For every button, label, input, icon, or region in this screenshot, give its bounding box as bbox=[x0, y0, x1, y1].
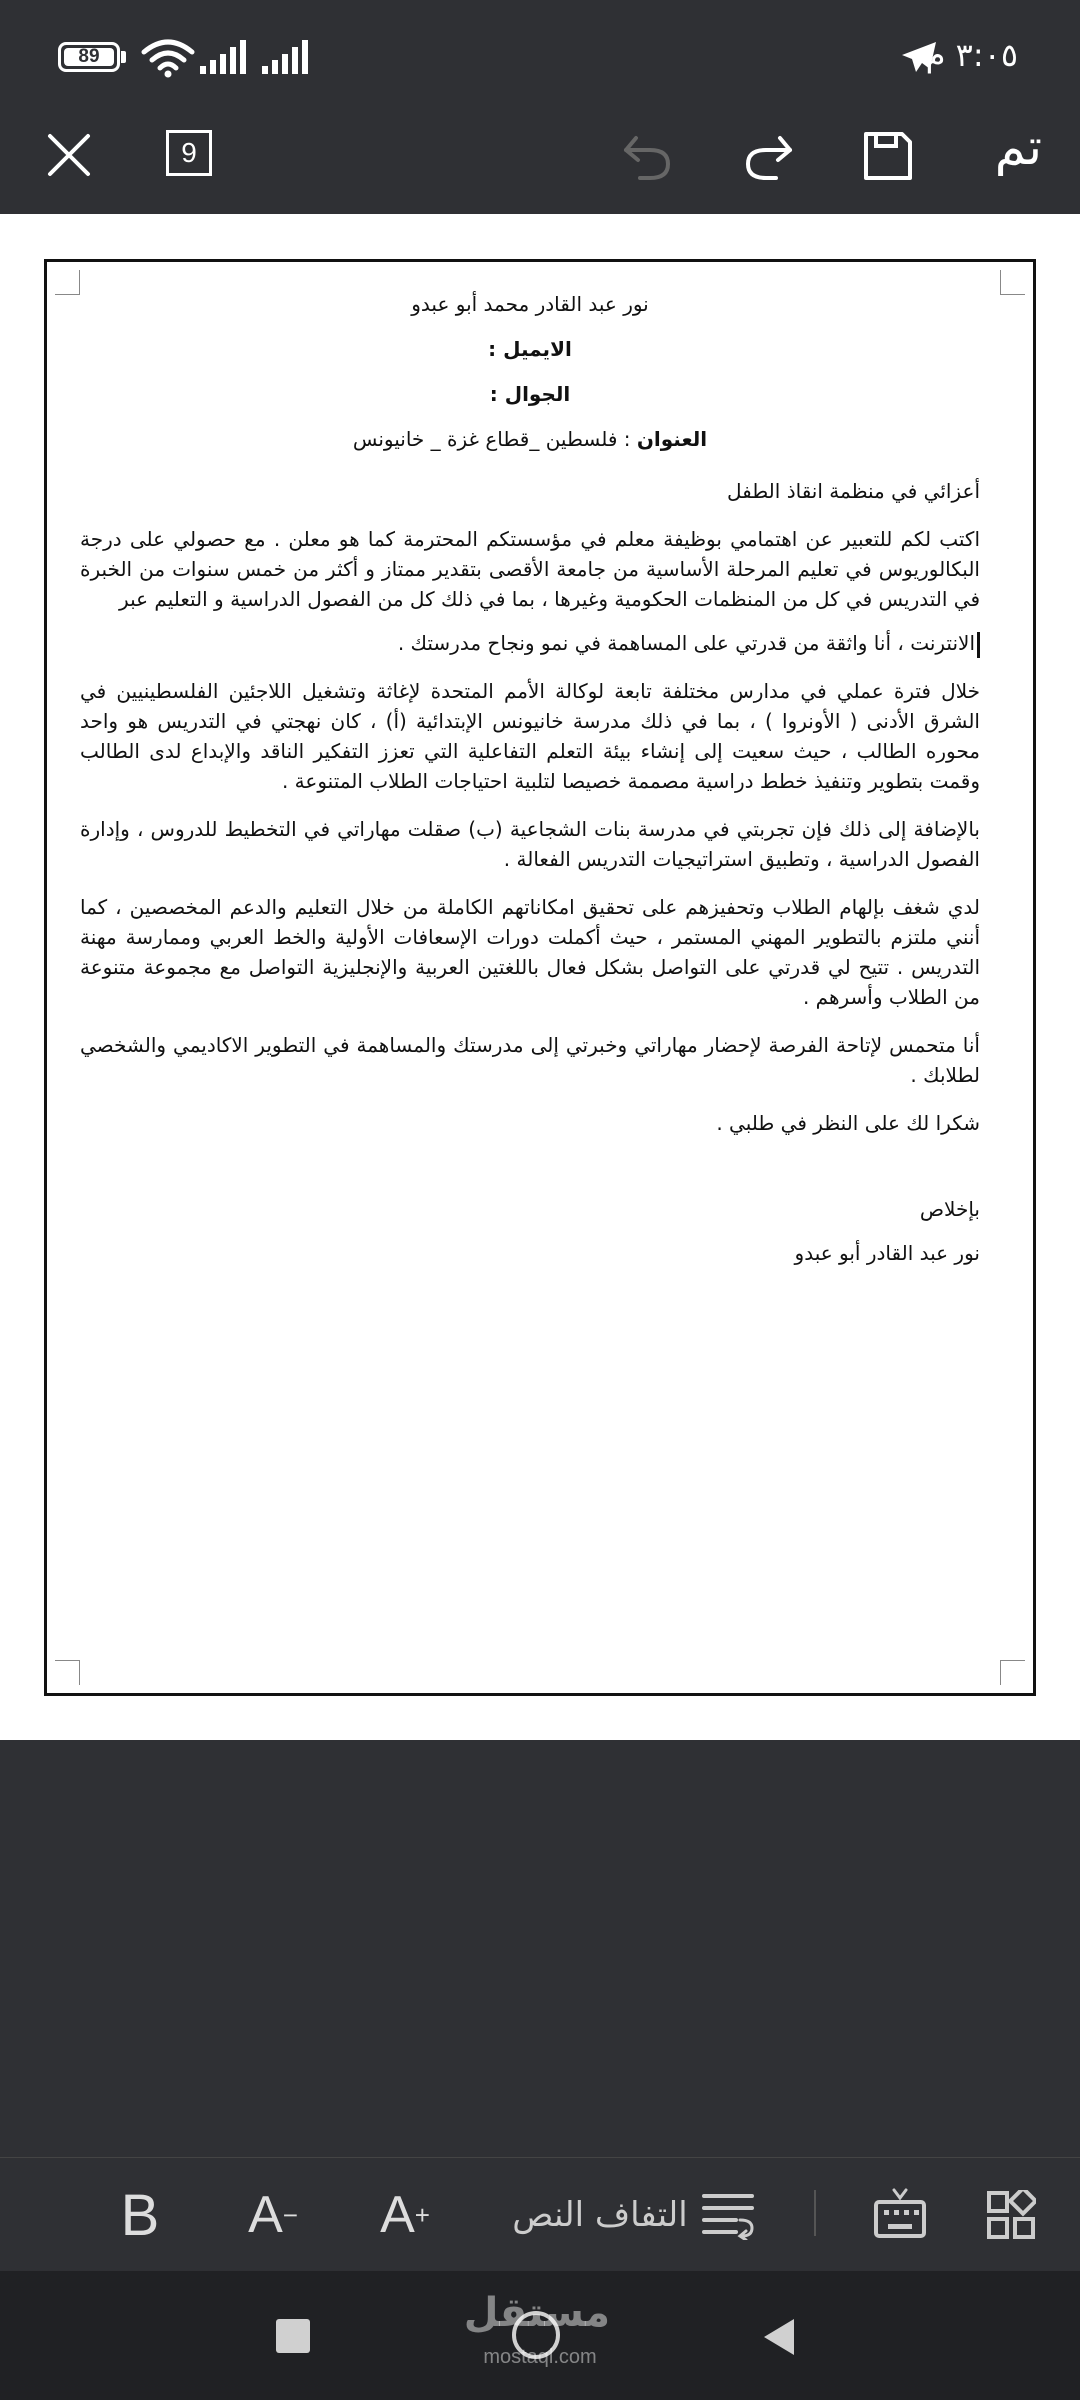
greeting: أعزائي في منظمة انقاذ الطفل bbox=[727, 479, 980, 503]
address-label: العنوان bbox=[636, 427, 708, 451]
address-line bbox=[80, 417, 980, 462]
back-icon[interactable] bbox=[760, 2317, 796, 2357]
battery-level: 89 bbox=[78, 46, 100, 67]
document-count-button[interactable]: 9 bbox=[166, 130, 212, 176]
thanks-line: شكرا لك على النظر في طلبي . bbox=[716, 1111, 980, 1135]
closing-line: بإخلاص bbox=[919, 1197, 980, 1221]
wrap-text-button[interactable]: التفاف النص bbox=[512, 2195, 688, 2235]
status-time: ٣:٠٥ م bbox=[925, 36, 1018, 74]
document-page[interactable] bbox=[44, 259, 1036, 1696]
close-icon[interactable] bbox=[44, 130, 94, 180]
document-content[interactable] bbox=[80, 282, 980, 1268]
paragraph-1: اكتب لكم للتعبير عن اهتمامي بوظيفة معلم في مؤسستكم المحترمة كما هو معلن . مع حصولي على درجة البكالوريوس في تعليم المرحلة الأساسية من جامعة الأقصى بتقدير ممتاز و أكثر من خمس سنوات من الخبرة في التدريس في كل من المنظمات الحكومية وغيرها ، بما في ذلك كل من الفصول الدراسية و التعليم عبر bbox=[80, 527, 980, 611]
undo-icon[interactable] bbox=[620, 128, 676, 184]
apps-grid-icon[interactable] bbox=[986, 2190, 1036, 2240]
watermark-logo: مستقل bbox=[463, 2290, 610, 2336]
signature-line: نور عبد القادر أبو عبدو bbox=[794, 1241, 980, 1265]
save-icon[interactable] bbox=[860, 128, 916, 184]
bold-button[interactable]: B bbox=[120, 2182, 160, 2248]
wifi-icon bbox=[140, 38, 196, 78]
font-increase-button[interactable]: A + bbox=[380, 2186, 430, 2244]
format-toolbar bbox=[0, 2157, 1080, 2272]
document-canvas[interactable] bbox=[0, 214, 1080, 1740]
paragraph-3: بالإضافة إلى ذلك فإن تجربتي في مدرسة بنات الشجاعية (ب) صقلت مهاراتي في التخطيط للدروس ، وإدارة الفصول الدراسية ، وتطبيق استراتيجيات التدريس الفعالة . bbox=[80, 817, 980, 871]
toolbar-divider bbox=[814, 2190, 816, 2236]
phone-label: الجوال : bbox=[489, 382, 571, 406]
font-decrease-button[interactable]: A − bbox=[248, 2186, 298, 2244]
paragraph-2: خلال فترة عملي في مدارس مختلفة تابعة لوكالة الأمم المتحدة لإغاثة وتشغيل اللاجئين الفلسطينيين في الشرق الأدنى ( الأونروا ) ، بما في ذلك مدرسة خانيونس الإبتدائية (أ) ، كان نهجتي في التدريس هو واحد محوره الطالب ، حيث سعيت إلى إنشاء بيئة التعلم التفاعلية التي تعزز التفكير الناقد والإبداع لدى الطالب وقمت بتطوير وتنفيذ خطط دراسية مصممة خصيصا لتلبية احتياجات الطلاب المتنوعة . bbox=[80, 679, 980, 793]
paragraph-5: أنا متحمس لإتاحة الفرصة لإحضار مهاراتي وخبرتي إلى مدرستك والمساهمة في التطوير الاكاديمي والشخصي لطلابك . bbox=[80, 1033, 980, 1087]
wrap-text-icon[interactable] bbox=[700, 2190, 756, 2240]
redo-icon[interactable] bbox=[740, 128, 796, 184]
editor-toolbar bbox=[0, 110, 1080, 214]
battery-icon bbox=[58, 42, 120, 72]
done-button[interactable]: تم bbox=[994, 118, 1042, 176]
text-cursor bbox=[977, 632, 980, 658]
status-bar bbox=[0, 0, 1080, 110]
paragraph-1-continued: الانترنت ، أنا واثقة من قدرتي على المساهمة في نمو ونجاح مدرستك . bbox=[80, 628, 980, 658]
recents-button[interactable] bbox=[276, 2319, 310, 2353]
signal-icon-2 bbox=[262, 40, 314, 76]
email-label: الايميل : bbox=[488, 337, 572, 361]
watermark-domain: mostaql.com bbox=[483, 2346, 597, 2368]
address-value: : فلسطين _قطاع غزة _ خانيونس bbox=[352, 427, 637, 451]
applicant-name: نور عبد القادر محمد أبو عبدو bbox=[411, 292, 649, 316]
paragraph-4: لدي شغف بإلهام الطلاب وتحفيزهم على تحقيق امكاناتهم الكاملة من خلال التعليم والدعم المخصصين ، كما أنني ملتزم بالتطوير المهني المستمر ، حيث أكملت دورات الإسعافات الأولية والخط العربي وممارسة مهنة التدريس . تتيح لي قدرتي على التواصل بشكل فعال باللغتين العربية والإنجليزية التواصل مع مجموعة متنوعة من الطلاب وأسرهم . bbox=[80, 895, 980, 1009]
keyboard-icon[interactable] bbox=[872, 2188, 928, 2240]
signal-icon bbox=[200, 40, 252, 76]
